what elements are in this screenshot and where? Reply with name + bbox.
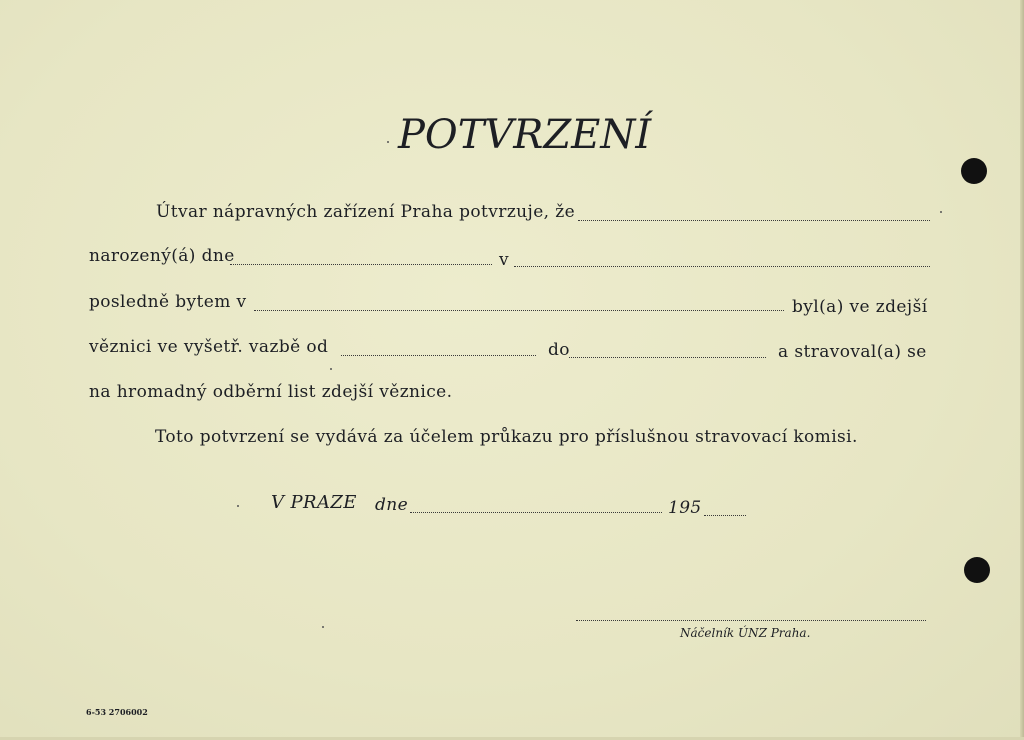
- was-label: byl(a) ve zdejší: [792, 297, 928, 317]
- signatory-title: Náčelník ÚNZ Praha.: [680, 626, 811, 640]
- boarded-label: a stravoval(a) se: [778, 342, 927, 362]
- speck: [330, 368, 332, 370]
- custody-from-blank[interactable]: [341, 355, 536, 356]
- year-blank[interactable]: [704, 515, 746, 516]
- speck: [237, 505, 239, 507]
- residence-blank[interactable]: [254, 310, 784, 311]
- place-city: V PRAZE: [271, 492, 357, 513]
- speck: [387, 141, 389, 143]
- intro-text: Útvar nápravných zařízení Praha potvrzuje, že: [156, 202, 576, 222]
- custody-label: věznici ve vyšetř. vazbě od: [89, 337, 329, 357]
- purpose-text: Toto potvrzení se vydává za účelem průkazu pro příslušnou stravovací komisi.: [155, 427, 858, 447]
- paper-edge: [1020, 0, 1024, 740]
- residence-label: posledně bytem v: [89, 292, 247, 312]
- date-label: dne: [375, 495, 409, 515]
- issue-date-blank[interactable]: [410, 512, 662, 513]
- year-prefix: 195: [668, 498, 702, 518]
- speck: [940, 211, 942, 213]
- signature-blank[interactable]: [576, 620, 926, 621]
- document-title: POTVRZENÍ: [398, 112, 652, 158]
- list-text: na hromadný odběrní list zdejší věznice.: [89, 382, 453, 402]
- birth-place-blank[interactable]: [514, 266, 930, 267]
- birth-date-blank[interactable]: [230, 264, 492, 265]
- punch-hole-bottom: [964, 557, 990, 583]
- born-label: narozený(á) dne: [89, 246, 235, 266]
- speck: [322, 626, 324, 628]
- custody-to-blank[interactable]: [569, 357, 766, 358]
- name-blank[interactable]: [578, 220, 930, 221]
- punch-hole-top: [961, 158, 987, 184]
- until-label: do: [548, 340, 570, 360]
- place-label: v: [499, 250, 510, 270]
- form-code: 6-53 2706002: [86, 707, 148, 717]
